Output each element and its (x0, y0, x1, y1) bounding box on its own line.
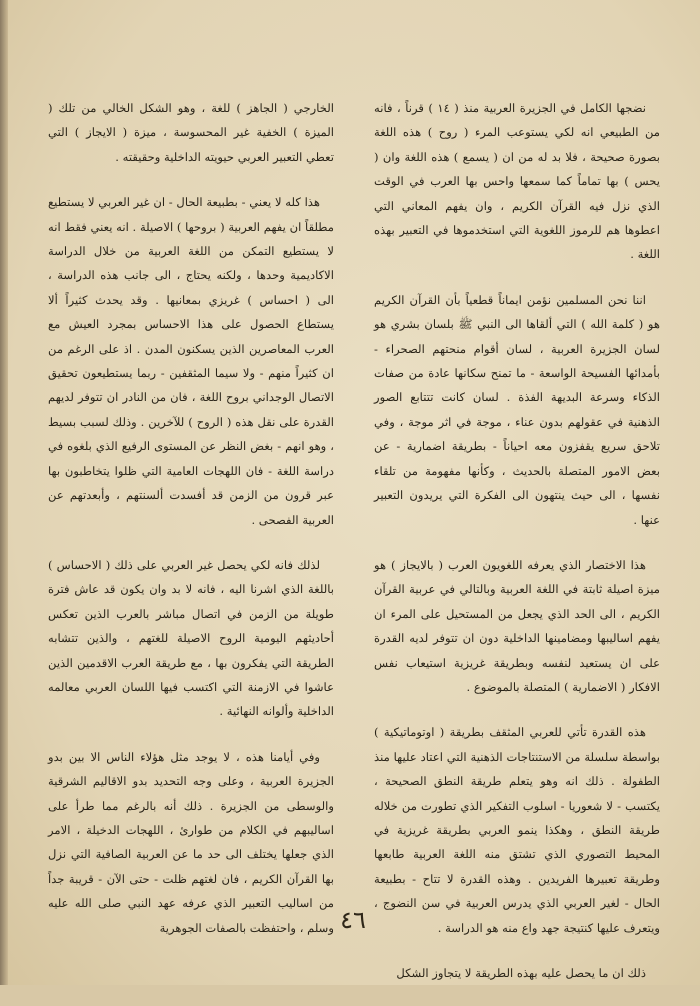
page-number: ٤٦ (340, 906, 366, 934)
paragraph: هذا كله لا يعني - بطبيعة الحال - ان غير العربي لا يستطيع مطلقاً ان يفهم العربية ( بروحها ) الاصيلة . انه يعني فقط انه لا يستطيع التمكن من اللغة العربية من خلال الدراسة الاكاديمية وحدها ، ولكنه يحتاج ، الى جانب هذه الدراسة ، الى ( احساس ) غريزي بمعانيها . وقد يحدث كثيراً ألا يستطاع الحصول على هذا الاحساس بمجرد العيش مع العرب المعاصرين الذين يسكنون المدن . اذ على الرغم من ان كثيراً منهم - ولا سيما المثقفين - ربما يستطيعون تحقيق الاتصال الوجداني بروح اللغة ، فان من النادر ان تتوفر لديهم القدرة على نقل هذه ( الروح ) للآخرين . وذلك لسبب بسيط ، وهو انهم - بغض النظر عن المستوى الرفيع الذي بلغوه في دراسة اللغة - فان اللهجات العامية التي ظلوا يتخاطبون بها عبر قرون من الزمن قد أفسدت ألسنتهم ، وأبعدتهم عن العربية الفصحى . (48, 195, 334, 527)
book-page (8, 0, 700, 985)
page-binding-shadow (0, 0, 8, 985)
left-column (48, 96, 334, 961)
paragraph: هذه القدرة تأتي للعربي المثقف بطريقة ( اوتوماتيكية ) بواسطة سلسلة من الاستنتاجات الذهنية التي اعتاد عليها منذ الطفولة . ذلك انه وهو يتعلم طريقة النطق الصحيحة ، يكتسب - لا شعوريا - اسلوب التفكير الذي تطورت من خلاله طريقة النطق ، وهكذا ينمو العربي بطريقة غريزية في المحيط التصوري الذي تشتق منه اللغة العربية طابعها وطريقة تعبيرها الفريدين . وهذه القدرة لا تتاح - بطبيعة الحال - لغير العربي الذي يدرس العربية في سن النضوج ، ويتعرف عليها كنتيجة جهد واع منه هو الدراسة . (374, 725, 660, 935)
paragraph: اننا نحن المسلمين نؤمن ايماناً قطعياً بأن القرآن الكريم هو ( كلمة الله ) التي ألقاها الى النبي ﷺ بلسان بشري هو لسان الجزيرة العربية ، لسان أقوام منحتهم الصحراء - بأمدائها الفسيحة الواسعة - ما تمنح سكانها عادة من صفات الذكاء وسرعة البديهة الفذة . لسان كانت تتتابع الصور الذهنية في عقولهم بدون عناء ، موجة في اثر موجة ، وفي تلاحق سريع يقفزون معه احياناً - بطريقة اضمارية - عن بعض الامور المتصلة بالحديث ، وكأنها مفهومة من تلقاء نفسها ، الى حيث ينتهون الى الفكرة التي يريدون التعبير عنها . (374, 292, 660, 527)
paragraph: هذا الاختصار الذي يعرفه اللغويون العرب ( بالايجاز ) هو ميزة اصيلة ثابتة في اللغة العربية وبالتالي في عربية القرآن الكريم ، الى الحد الذي يجعل من المستحيل على المرء ان يفهم اساليبها ومضامينها الداخلية دون ان تتوفر لديه القدرة على ان يستعيد لنفسه وبطريقة غريزية استيعاب نفس الافكار ( الاضمارية ) المتصلة بالموضوع . (374, 557, 660, 694)
right-column (374, 96, 660, 1006)
paragraph: ذلك ان ما يحصل عليه بهذه الطريقة لا يتجاوز الشكل (396, 966, 646, 980)
paragraph: وفي أيامنا هذه ، لا يوجد مثل هؤلاء الناس الا بين بدو الجزيرة العربية ، وعلى وجه التحديد بدو الاقاليم الشرقية والوسطى من الجزيرة . ذلك أنه بالرغم مما طرأ على اساليبهم في الكلام من طوارئ ، اللهجات الدخيلة ، الامر الذي جعلها يختلف الى حد ما عن العربية الصافية التي نزل بها القرآن الكريم ، فان لغتهم ظلت - حتى الآن - قريبة جداً من اساليب التعبير الذي عرفه عهد النبي صلى الله عليه وسلم ، واحتفظت بالصفات الجوهرية (48, 749, 334, 935)
paragraph: نضجها الكامل في الجزيرة العربية منذ ( ١٤ ) قرناً ، فانه من الطبيعي انه لكي يستوعب المرء ( روح ) هذه اللغة بصورة صحيحة ، فلا بد له من ان ( يسمع ) هذه اللغة وان ( يحس ) بها تماماً كما سمعها واحس بها العرب في الوقت الذي نزل فيه القرآن الكريم ، وان يفهم المعاني التي اعطوها هم للرموز اللغوية التي استخدموها في التعبير بهذه اللغة . (374, 101, 660, 262)
paragraph: لذلك فانه لكي يحصل غير العربي على ذلك ( الاحساس ) باللغة الذي اشرنا اليه ، فانه لا بد وان يكون قد عاش فترة طويلة من الزمن في اتصال مباشر بالعرب الذين تعكس أحاديثهم اليومية الروح الاصيلة للغتهم ، والذين تتشابه الطريقة التي يفكرون بها ، مع طريقة العرب الاقدمين الذين عاشوا في الازمنة التي اكتسب فيها اللسان العربي معالمه الداخلية وألوانه النهائية . (48, 557, 334, 719)
paragraph: الخارجي ( الجاهز ) للغة ، وهو الشكل الخالي من تلك ( الميزة ) الخفية غير المحسوسة ، ميزة ( الايجاز ) التي تعطي التعبير العربي حيويته الداخلية وحقيقته . (48, 101, 334, 164)
